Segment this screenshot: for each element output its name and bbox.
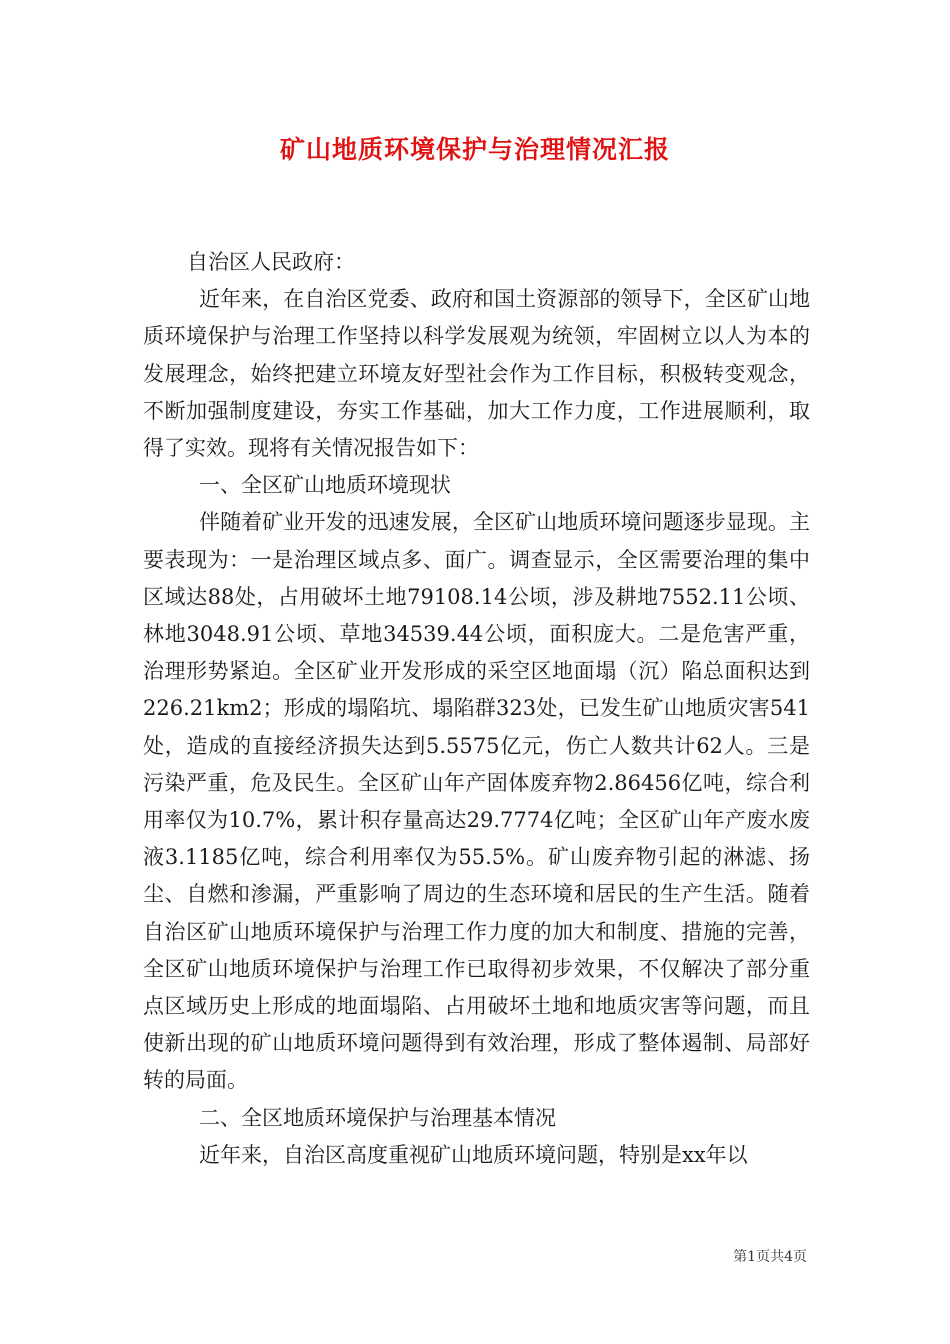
paragraph-status: 伴随着矿业开发的迅速发展，全区矿山地质环境问题逐步显现。主要表现为：一是治理区域点多、面广。调查显示，全区需要治理的集中区域达88处，占用破坏土地79108.14公顷，涉及耕地7552.11公顷、林地3048.91公顷、草地34539.44公顷，面积庞大。二是危害严重，治理形势紧迫。全区矿业开发形成的采空区地面塌（沉）陷总面积达到226.21km2；形成的塌陷坑、塌陷群323处，已发生矿山地质灾害541处，造成的直接经济损失达到5.5575亿元，伤亡人数共计62人。三是污染严重，危及民生。全区矿山年产固体废弃物2.86456亿吨，综合利用率仅为10.7%，累计积存量高达29.7774亿吨；全区矿山年产废水废液3.1185亿吨，综合利用率仅为55.5%。矿山废弃物引起的淋滤、扬尘、自燃和渗漏，严重影响了周边的生态环境和居民的生产生活。随着自治区矿山地质环境保护与治理工作力度的加大和制度、措施的完善，全区矿山地质环境保护与治理工作已取得初步效果，不仅解决了部分重点区域历史上形成的地面塌陷、占用破坏土地和地质灾害等问题，而且使新出现的矿山地质环境问题得到有效治理，形成了整体遏制、局部好转的局面。 [143,510,810,1093]
page-number: 第1页共4页 [733,1249,807,1265]
paragraph-intro: 近年来，在自治区党委、政府和国土资源部的领导下，全区矿山地质环境保护与治理工作坚持以科学发展观为统领，牢固树立以人为本的发展理念，始终把建立环境友好型社会作为工作目标，积极转变观念，不断加强制度建设，夯实工作基础，加大工作力度，工作进展顺利，取得了实效。现将有关情况报告如下： [143,287,810,461]
document-title: 矿山地质环境保护与治理情况汇报 [279,135,670,164]
paragraph-basic-situation: 近年来，自治区高度重视矿山地质环境问题，特别是xx年以 [199,1142,748,1167]
document-body [143,244,810,1174]
section-heading-2: 二、全区地质环境保护与治理基本情况 [199,1105,556,1130]
salutation: 自治区人民政府： [187,250,355,274]
section-heading-1: 一、全区矿山地质环境现状 [199,473,451,498]
